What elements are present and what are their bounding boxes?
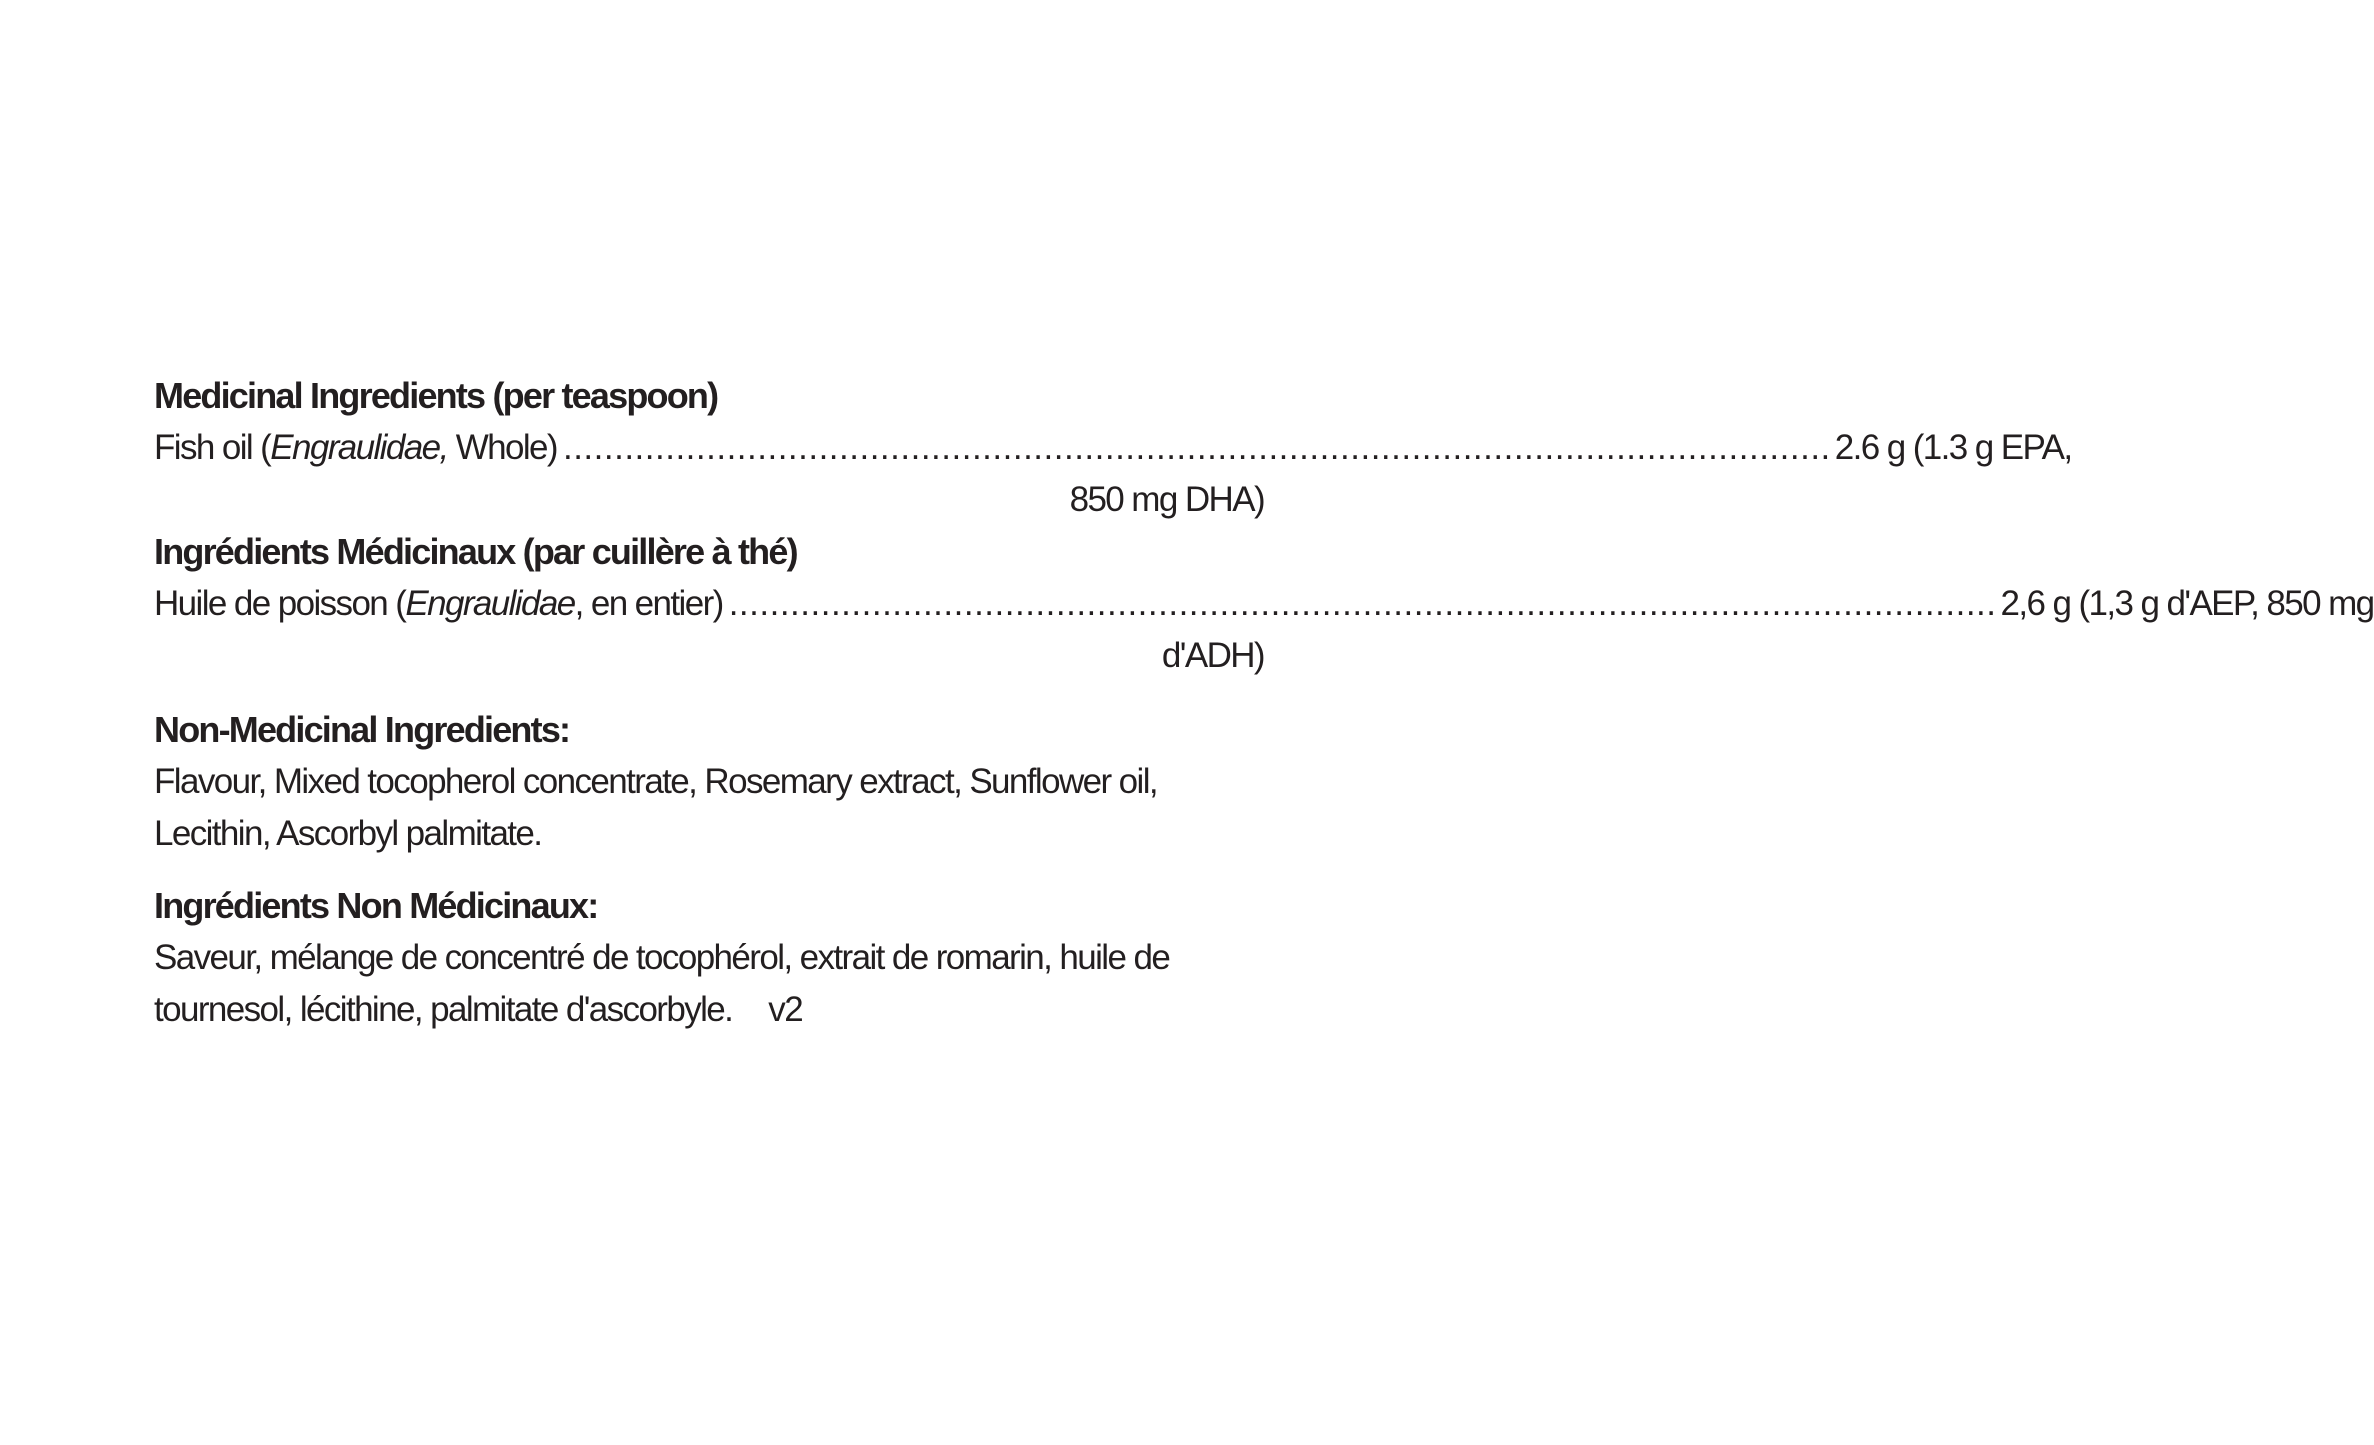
ingredient-amount-cont-fr: d'ADH) [1161,636,1264,675]
version-code: v2 [768,990,803,1029]
dot-leader-fr: ............................................................................................................................ [728,584,1997,623]
ingredient-prefix-fr: Huile de poisson ( [154,584,406,623]
ingredient-amount-fr: 2,6 g (1,3 g d'AEP, 850 mg [2000,584,2374,623]
non-medicinal-line-1-fr: Saveur, mélange de concentré de tocophérol, extrait de romarin, huile de [154,938,1170,977]
ingredients-label [154,370,2374,1036]
non-medicinal-line-1-en: Flavour, Mixed tocopherol concentrate, Rosemary extract, Sunflower oil, [154,762,1158,801]
ingredient-amount-cont-en: 850 mg DHA) [1069,480,1264,519]
ingredient-species-en: Engraulidae, [270,428,448,467]
ingredient-name-fr [154,578,723,630]
non-medicinal-line-2-fr [154,984,1264,1036]
ingredient-species-fr: Engraulidae [405,584,575,623]
medicinal-ingredient-row-fr [154,578,2374,630]
medicinal-ingredient-row-en [154,422,2072,474]
ingredient-suffix-en: Whole) [447,428,557,467]
medicinal-ingredients-heading-fr: Ingrédients Médicinaux (par cuillère à thé) [154,531,797,572]
medicinal-ingredients-heading-en: Medicinal Ingredients (per teaspoon) [154,375,718,416]
section-gap [154,682,1264,704]
ingredient-amount-en: 2.6 g (1.3 g EPA, [1834,428,2072,467]
non-medicinal-heading-en: Non-Medicinal Ingredients: [154,709,570,750]
non-medicinal-line-2-en: Lecithin, Ascorbyl palmitate. [154,814,542,853]
section-gap [154,860,1264,880]
non-medicinal-heading-fr: Ingrédients Non Médicinaux: [154,885,598,926]
ingredient-name-en [154,422,557,474]
non-medicinal-line-2-fr-text: tournesol, lécithine, palmitate d'ascorbyle. [154,990,733,1029]
dot-leader-en: ............................................................................................................................ [562,428,1831,467]
ingredient-prefix-en: Fish oil ( [154,428,271,467]
ingredient-suffix-fr: , en entier) [574,584,723,623]
